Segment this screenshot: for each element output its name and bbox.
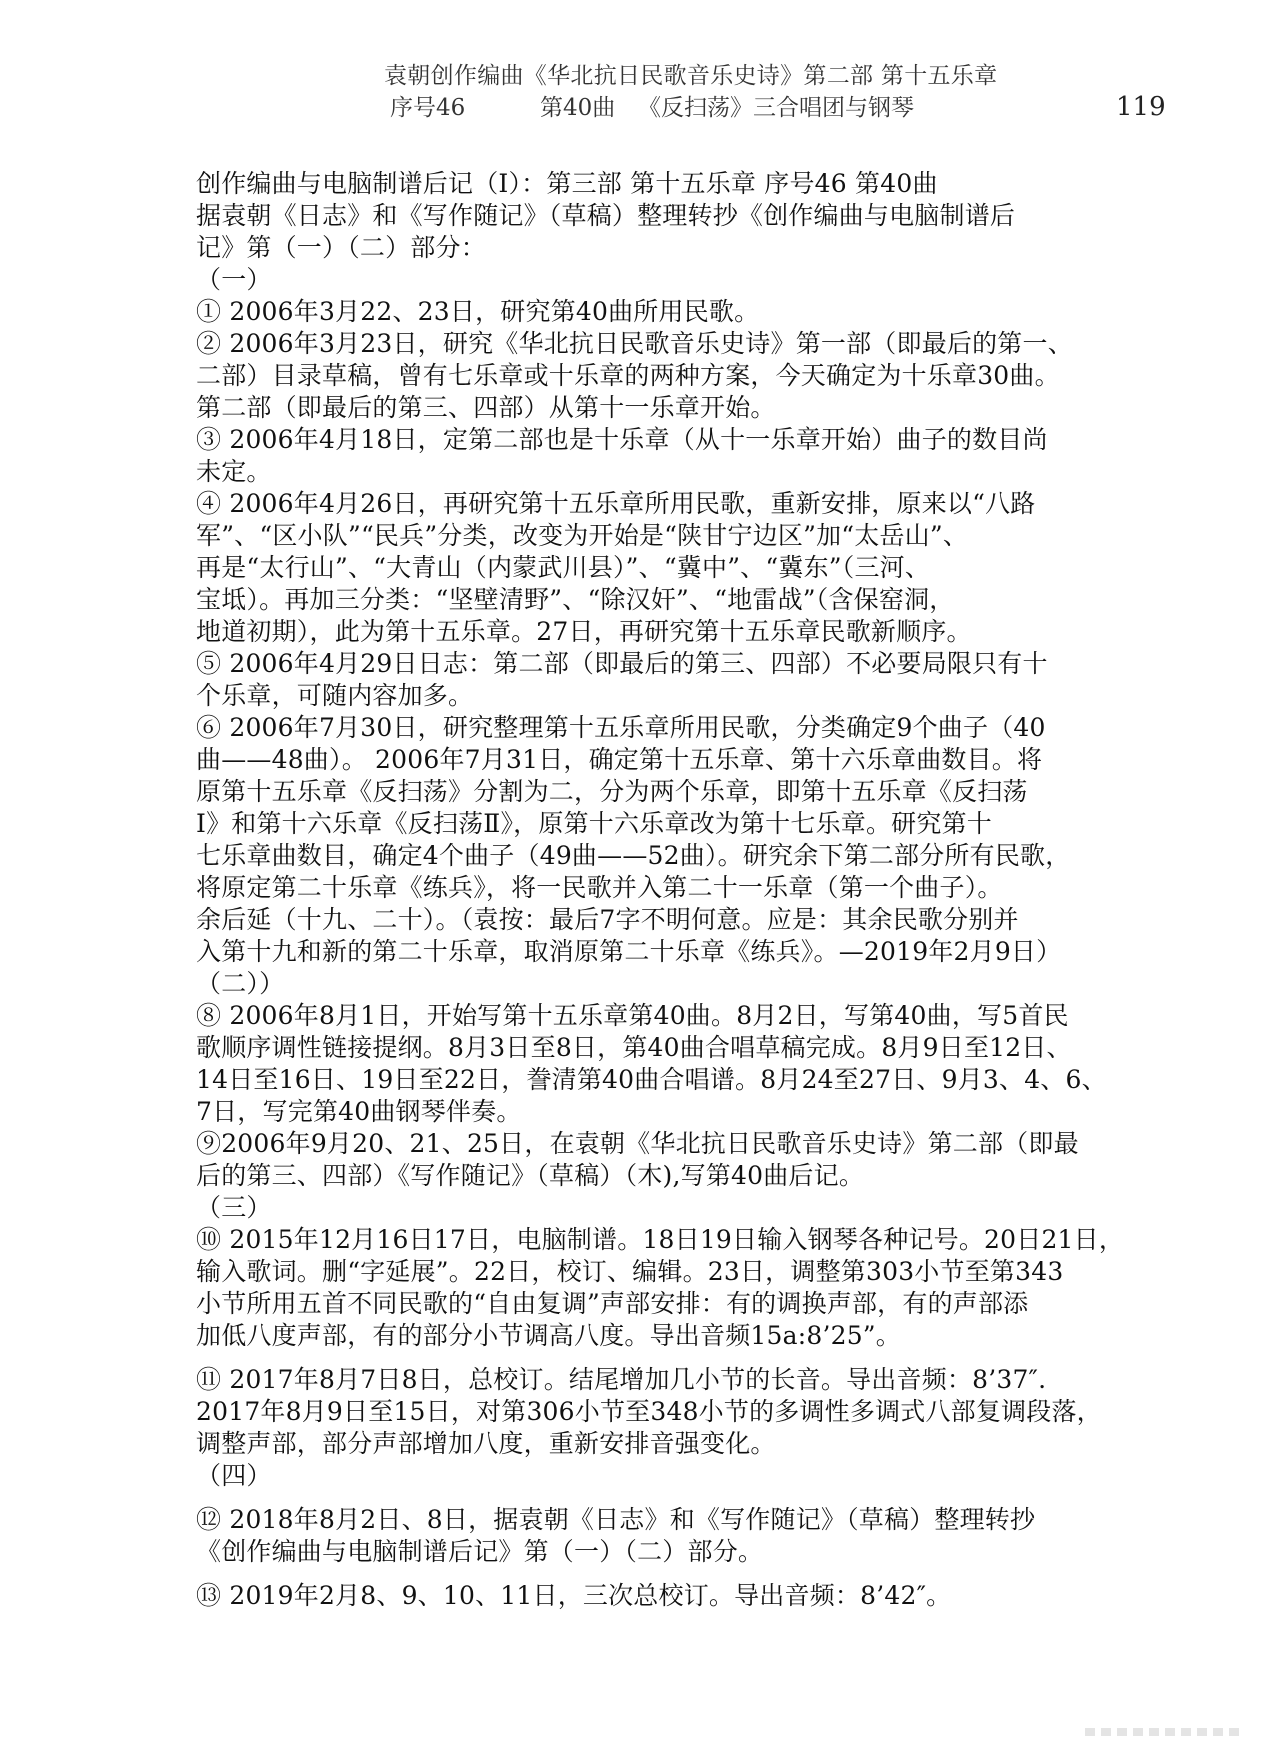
header-serial-number: 序号46 xyxy=(390,95,466,121)
section-heading: （一） xyxy=(196,265,272,294)
body-line: 二部）目录草稿，曾有七乐章或十乐章的两种方案，今天确定为十乐章30曲。 xyxy=(196,361,1060,390)
body-line: 宝坻）。再加三分类：“坚壁清野”、“除汉奸”、“地雷战”（含保窑洞， xyxy=(196,585,955,614)
body-line: 入第十九和新的第二十乐章，取消原第二十乐章《练兵》。—2019年2月9日） xyxy=(196,937,1062,966)
body-line: 歌顺序调性链接提纲。8月3日至8日，第40曲合唱草稿完成。8月9日至12日、 xyxy=(196,1033,1072,1062)
body-line: 再是“太行山”、“大青山（内蒙武川县）”、“冀中”、“冀东”（三河、 xyxy=(196,553,931,582)
body-line: ⑨2006年9月20、21、25日，在袁朝《华北抗日民歌音乐史诗》第二部（即最 xyxy=(196,1129,1079,1158)
header-piece-number: 第40曲 xyxy=(540,95,616,121)
body-line: 后的第三、四部）《写作随记》（草稿）（木),写第40曲后记。 xyxy=(196,1161,865,1190)
body-line: 余后延（十九、二十）。（袁按：最后7字不明何意。应是：其余民歌分别并 xyxy=(196,905,1019,934)
body-line: 军”、“区小队”“民兵”分类，改变为开始是“陕甘宁边区”加“太岳山”、 xyxy=(196,521,969,550)
header-title: 袁朝创作编曲《华北抗日民歌音乐史诗》第二部 第十五乐章 xyxy=(384,63,998,89)
body-line: ① 2006年3月22、23日，研究第40曲所用民歌。 xyxy=(196,297,760,326)
body-line: ⑥ 2006年7月30日，研究整理第十五乐章所用民歌，分类确定9个曲子（40 xyxy=(196,713,1046,742)
body-line: 14日至16日、19日至22日，誊清第40曲合唱谱。8月24至27日、9月3、4、6、 xyxy=(196,1065,1107,1094)
body-line: ⑫ 2018年8月2日、8日，据袁朝《日志》和《写作随记》（草稿）整理转抄 xyxy=(196,1505,1036,1534)
section-heading: （三） xyxy=(196,1193,272,1222)
body-line: 7日，写完第40曲钢琴伴奏。 xyxy=(196,1097,522,1126)
page-number: 119 xyxy=(1116,92,1166,122)
body-line: ③ 2006年4月18日，定第二部也是十乐章（从十一乐章开始）曲子的数目尚 xyxy=(196,425,1048,454)
body-line: 据袁朝《日志》和《写作随记》（草稿）整理转抄《创作编曲与电脑制谱后 xyxy=(196,201,1016,230)
body-line: 地道初期），此为第十五乐章。27日，再研究第十五乐章民歌新顺序。 xyxy=(196,617,972,646)
body-line: 记》第（一）（二）部分： xyxy=(196,233,486,262)
body-line: 曲——48曲）。 2006年7月31日，确定第十五乐章、第十六乐章曲数目。将 xyxy=(196,745,1043,774)
body-line: ② 2006年3月23日，研究《华北抗日民歌音乐史诗》第一部（即最后的第一、 xyxy=(196,329,1073,358)
body-line: 将原定第二十乐章《练兵》，将一民歌并入第二十一乐章（第一个曲子）。 xyxy=(196,873,1003,902)
body-line: ⑩ 2015年12月16日17日，电脑制谱。18日19日输入钢琴各种记号。20日21日， xyxy=(196,1225,1125,1254)
body-line: 未定。 xyxy=(196,457,272,486)
body-line: 输入歌词。删“字延展”。22日，校订、编辑。23日，调整第303小节至第343 xyxy=(196,1257,1064,1286)
header-piece-title: 《反扫荡》三合唱团与钢琴 xyxy=(638,95,914,121)
body-line: 创作编曲与电脑制谱后记（Ⅰ）：第三部 第十五乐章 序号46 第40曲 xyxy=(196,169,938,198)
document-body xyxy=(196,168,1196,1612)
body-line: 七乐章曲数目，确定4个曲子（49曲——52曲）。研究余下第二部分所有民歌， xyxy=(196,841,1071,870)
section-heading: （二）） xyxy=(196,969,285,998)
body-line: ④ 2006年4月26日，再研究第十五乐章所用民歌，重新安排，原来以“八路 xyxy=(196,489,1036,518)
body-line: 原第十五乐章《反扫荡》分割为二，分为两个乐章，即第十五乐章《反扫荡 xyxy=(196,777,1028,806)
body-line: 2017年8月9日至15日，对第306小节至348小节的多调性多调式八部复调段落， xyxy=(196,1397,1102,1426)
section-heading: （四） xyxy=(196,1461,272,1490)
header-subtitle xyxy=(390,94,990,124)
body-line: 小节所用五首不同民歌的“自由复调”声部安排：有的调换声部，有的声部添 xyxy=(196,1289,1029,1318)
page-header xyxy=(0,62,1278,132)
body-line: ⑤ 2006年4月29日日志：第二部（即最后的第三、四部）不必要局限只有十 xyxy=(196,649,1048,678)
scan-artifact-mark xyxy=(1085,1728,1245,1736)
body-line: Ⅰ》和第十六乐章《反扫荡Ⅱ》，原第十六乐章改为第十七乐章。研究第十 xyxy=(196,809,992,838)
body-line: 《创作编曲与电脑制谱后记》第（一）（二）部分。 xyxy=(196,1537,764,1566)
body-line: ⑬ 2019年2月8、9、10、11日，三次总校订。导出音频：8’42″。 xyxy=(196,1581,952,1610)
body-line: 第二部（即最后的第三、四部）从第十一乐章开始。 xyxy=(196,393,776,422)
body-line: 个乐章，可随内容加多。 xyxy=(196,681,474,710)
body-line: 调整声部，部分声部增加八度，重新安排音强变化。 xyxy=(196,1429,776,1458)
body-line: 加低八度声部，有的部分小节调高八度。导出音频15a:8’25”。 xyxy=(196,1321,901,1350)
body-line: ⑧ 2006年8月1日，开始写第十五乐章第40曲。8月2日，写第40曲，写5首民 xyxy=(196,1001,1069,1030)
body-line: ⑪ 2017年8月7日8日，总校订。结尾增加几小节的长音。导出音频：8’37″. xyxy=(196,1365,1047,1394)
